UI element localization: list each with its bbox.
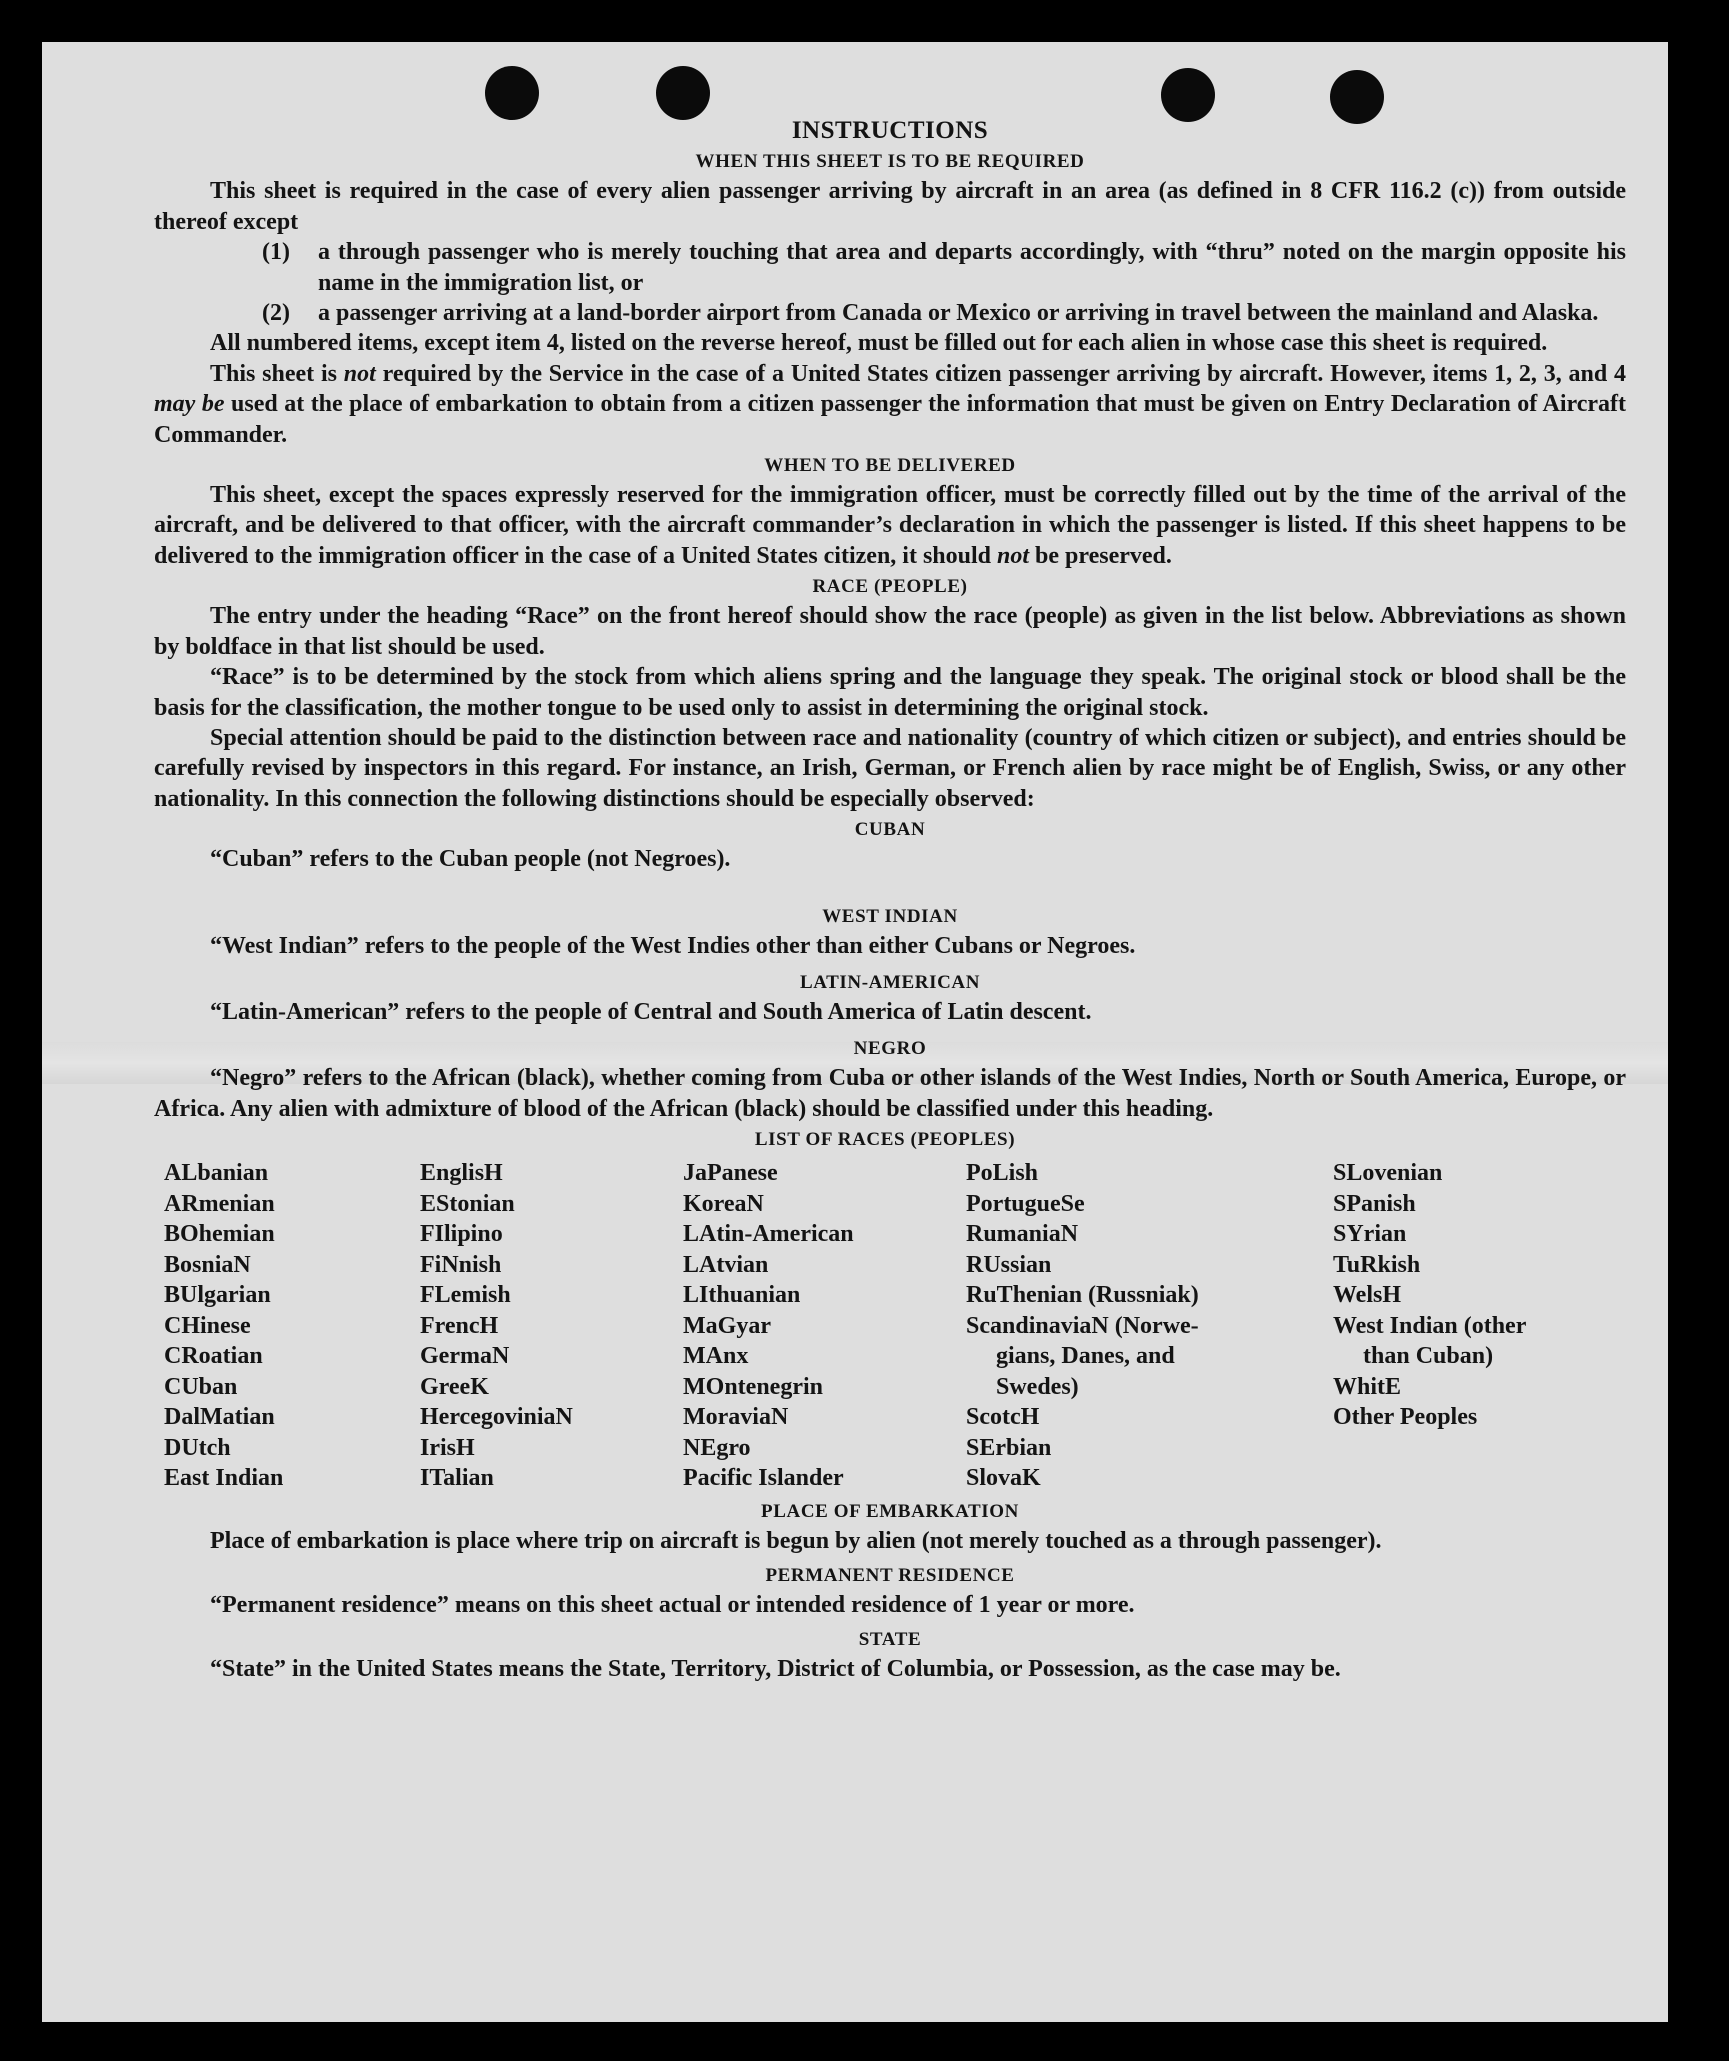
race-entry: MOntenegrin bbox=[683, 1373, 823, 1400]
punch-hole bbox=[1161, 68, 1215, 122]
paragraph: “Negro” refers to the African (black), whether coming from Cuba or other islands of the West Indies, North or South America, Europe, or Africa. Any alien with admixture of blood of the African (black) should be classified under this heading. bbox=[154, 1065, 1626, 1122]
item-text: a passenger arriving at a land-border airport from Canada or Mexico or arriving in travel between the mainland and Alaska. bbox=[318, 300, 1599, 327]
race-entry: West Indian (other bbox=[1333, 1312, 1527, 1339]
paragraph: “Permanent residence” means on this sheet actual or intended residence of 1 year or more. bbox=[210, 1592, 1135, 1619]
definition: “Cuban” refers to the Cuban people (not Negroes). bbox=[210, 846, 731, 873]
race-entry: EStonian bbox=[420, 1190, 515, 1217]
document-sheet bbox=[42, 42, 1668, 2022]
race-entry: Pacific Islander bbox=[683, 1465, 844, 1492]
section-heading: PERMANENT RESIDENCE bbox=[765, 1565, 1015, 1587]
race-entry: ARmenian bbox=[164, 1190, 275, 1217]
paragraph: This sheet is not required by the Service in the case of a United States citizen passenger arriving by aircraft. However, items 1, 2, 3, and 4 may be used at the place of embarkation to obtain from a citizen passenger the information that must be given on Entry Declaration of Aircraft Commander. bbox=[154, 360, 1627, 448]
race-entry: SYrian bbox=[1333, 1221, 1407, 1248]
race-entry: NEgro bbox=[683, 1434, 751, 1461]
paragraph: All numbered items, except item 4, listed on the reverse hereof, must be filled out for each alien in whose case this sheet is required. bbox=[210, 330, 1548, 357]
race-entry: MAnx bbox=[683, 1343, 749, 1370]
race-entry: CRoatian bbox=[164, 1343, 263, 1370]
race-entry: RumaniaN bbox=[966, 1221, 1079, 1248]
race-column bbox=[683, 1158, 966, 1494]
race-entry: SLovenian bbox=[1333, 1160, 1443, 1187]
race-entry: SPanish bbox=[1333, 1190, 1416, 1217]
race-entry: CUban bbox=[164, 1373, 238, 1400]
section-heading: LATIN-AMERICAN bbox=[799, 971, 981, 993]
race-entry: GermaN bbox=[420, 1343, 510, 1370]
race-entry: TuRkish bbox=[1333, 1251, 1421, 1278]
paragraph: “Race” is to be determined by the stock from which aliens spring and the language they speak. The original stock or blood shall be the basis for the classification, the mother tongue to be used only to assist in determining the original stock. bbox=[154, 664, 1626, 721]
paragraph: This sheet, except the spaces expressly reserved for the immigration officer, must be correctly filled out by the time of the arrival of the aircraft, and be delivered to that officer, with the aircraft commander’s declaration in which the passenger is listed. If this sheet happens to be delivered to the immigration officer in the case of a United States citizen, it should not be preserved. bbox=[154, 482, 1626, 569]
race-list bbox=[154, 1158, 1626, 1494]
race-entry: BUlgarian bbox=[164, 1282, 271, 1309]
section-heading: WHEN THIS SHEET IS TO BE REQUIRED bbox=[695, 151, 1085, 173]
race-entry: EnglisH bbox=[420, 1160, 503, 1187]
list-item bbox=[154, 237, 1626, 298]
race-entry: GreeK bbox=[420, 1373, 489, 1400]
section-heading: WEST INDIAN bbox=[822, 905, 958, 927]
paragraph: The entry under the heading “Race” on the front hereof should show the race (people) as given in the list below. Abbreviations as shown by boldface in that list should be used. bbox=[154, 603, 1626, 660]
race-entry: ITalian bbox=[420, 1465, 494, 1492]
race-entry: ScotcH bbox=[966, 1404, 1040, 1431]
paragraph: Special attention should be paid to the distinction between race and nationality (country of which citizen or subject), and entries should be carefully revised by inspectors in this regard. For instance, an Irish, German, or French alien by race might be of English, Swiss, or any other nationality. In this connection the following distinctions should be especially observed: bbox=[154, 724, 1626, 812]
race-column bbox=[164, 1158, 420, 1494]
race-entry: CHinese bbox=[164, 1312, 251, 1339]
section-heading: LIST OF RACES (PEOPLES) bbox=[754, 1129, 1016, 1151]
race-entry: RUssian bbox=[966, 1251, 1052, 1278]
race-entry: WhitE bbox=[1333, 1373, 1402, 1400]
race-entry: LAtin-American bbox=[683, 1221, 854, 1248]
item-text: a through passenger who is merely touching that area and departs accordingly, with “thru” noted on the margin opposite his name in the immigration list, or bbox=[318, 239, 1626, 296]
section-heading: CUBAN bbox=[854, 819, 926, 841]
definition: “Latin-American” refers to the people of Central and South America of Latin descent. bbox=[210, 998, 1092, 1025]
race-entry: PoLish bbox=[966, 1160, 1039, 1187]
list-item bbox=[154, 298, 1626, 328]
race-entry: JaPanese bbox=[683, 1160, 778, 1187]
paragraph: “State” in the United States means the State, Territory, District of Columbia, or Possession, as the case may be. bbox=[210, 1656, 1341, 1683]
race-entry: PortugueSe bbox=[966, 1190, 1085, 1217]
race-entry: Other Peoples bbox=[1333, 1404, 1478, 1431]
race-entry: HercegoviniaN bbox=[420, 1404, 573, 1431]
punch-hole bbox=[485, 66, 539, 120]
race-entry: SlovaK bbox=[966, 1465, 1041, 1492]
section-heading: RACE (PEOPLE) bbox=[812, 576, 968, 598]
race-entry: LAtvian bbox=[683, 1251, 769, 1278]
definition: “West Indian” refers to the people of the West Indies other than either Cubans or Negroes. bbox=[210, 932, 1136, 959]
race-entry: FrencH bbox=[420, 1312, 499, 1339]
section-heading: WHEN TO BE DELIVERED bbox=[764, 455, 1016, 477]
race-entry: BosniaN bbox=[164, 1251, 251, 1278]
race-entry: ALbanian bbox=[164, 1160, 269, 1187]
race-entry: DalMatian bbox=[164, 1404, 275, 1431]
race-column bbox=[966, 1158, 1333, 1494]
race-entry: DUtch bbox=[164, 1434, 231, 1461]
race-entry: East Indian bbox=[164, 1465, 284, 1492]
page-title: INSTRUCTIONS bbox=[791, 117, 989, 144]
race-entry: gians, Danes, and bbox=[996, 1343, 1175, 1370]
race-entry: FLemish bbox=[420, 1282, 511, 1309]
race-entry: ScandinaviaN (Norwe- bbox=[966, 1312, 1199, 1339]
paragraph: Place of embarkation is place where trip on aircraft is begun by alien (not merely touched as a through passenger). bbox=[210, 1527, 1382, 1554]
race-entry: Swedes) bbox=[996, 1373, 1079, 1400]
section-heading: STATE bbox=[858, 1629, 922, 1651]
race-entry: MaGyar bbox=[683, 1312, 771, 1339]
race-entry: FiNnish bbox=[420, 1251, 502, 1278]
instructions-body bbox=[154, 116, 1626, 1685]
punch-hole bbox=[656, 66, 710, 120]
section-heading: NEGRO bbox=[853, 1038, 927, 1060]
race-entry: LIthuanian bbox=[683, 1282, 801, 1309]
race-entry: WelsH bbox=[1333, 1282, 1402, 1309]
race-entry: RuThenian (Russniak) bbox=[966, 1282, 1199, 1309]
item-number: (2) bbox=[262, 300, 290, 327]
item-number: (1) bbox=[262, 239, 290, 266]
paragraph: This sheet is required in the case of every alien passenger arriving by aircraft in an area (as defined in 8 CFR 116.2 (c)) from outside thereof except bbox=[154, 178, 1626, 235]
race-entry: than Cuban) bbox=[1363, 1343, 1494, 1370]
race-entry: MoraviaN bbox=[683, 1404, 789, 1431]
race-column bbox=[1333, 1158, 1636, 1494]
race-entry: FIlipino bbox=[420, 1221, 503, 1248]
race-column bbox=[420, 1158, 683, 1494]
race-entry: KoreaN bbox=[683, 1190, 764, 1217]
section-heading: PLACE OF EMBARKATION bbox=[761, 1500, 1019, 1522]
race-entry: BOhemian bbox=[164, 1221, 275, 1248]
race-entry: IrisH bbox=[420, 1434, 475, 1461]
race-entry: SErbian bbox=[966, 1434, 1052, 1461]
